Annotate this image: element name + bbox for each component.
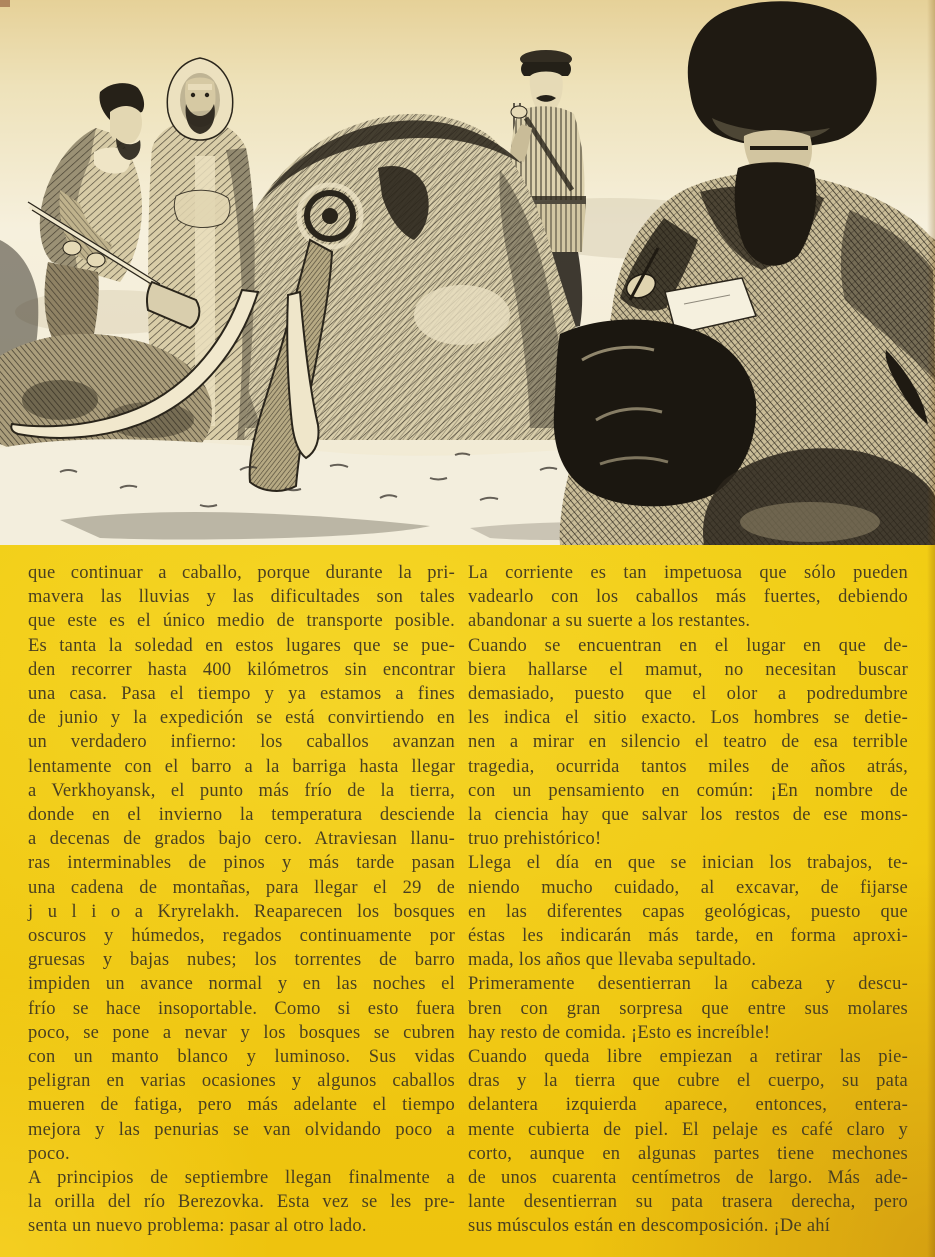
text-line: poco.: [28, 1143, 70, 1164]
text-line: frío se hace insoportable. Como si esto fuera: [28, 998, 455, 1019]
text-column-left: [28, 561, 455, 1239]
text-line: impiden un avance normal y en las noches el: [28, 974, 455, 995]
text-line: demasiado, puesto que el olor a podredumbre: [468, 684, 908, 705]
text-line: les indica el sitio exacto. Los hombres se detie-: [468, 708, 908, 729]
text-line: mejora y las penurias se van olvidando poco a: [28, 1119, 455, 1140]
text-line: éstas les indicarán más tarde, en forma aproxi-: [468, 926, 908, 947]
article-body: [0, 545, 935, 1239]
text-line: corto, aunque en algunas partes tiene mechones: [468, 1143, 908, 1164]
text-line: delantera izquierda aparece, entonces, entera-: [468, 1095, 908, 1116]
text-line: a Verkhoyansk, el punto más frío de la tierra,: [28, 780, 455, 801]
text-line: que continuar a caballo, porque durante la pri-: [28, 563, 455, 583]
text-line: biera hallarse el mamut, no necesitan buscar: [468, 659, 908, 680]
text-line: un verdadero infierno: los caballos avanzan: [28, 732, 455, 753]
text-line: peligran en varias ocasiones y algunos caballos: [28, 1071, 455, 1092]
text-line: niendo mucho cuidado, al excavar, de fijarse: [468, 877, 908, 898]
text-line: senta un nuevo problema: pasar al otro lado.: [28, 1216, 367, 1237]
text-column-right: [468, 561, 908, 1239]
text-line: de unos cuarenta centímetros de largo. Más ade-: [468, 1168, 908, 1189]
text-line: Es tanta la soledad en estos lugares que se pue-: [28, 635, 455, 656]
expedition-illustration: [0, 0, 935, 545]
text-line: bren con gran sorpresa que entre sus molares: [468, 998, 908, 1019]
text-line: mente cubierta de piel. El pelaje es café claro y: [468, 1119, 908, 1140]
text-line: a decenas de grados bajo cero. Atraviesan llanu-: [28, 829, 455, 850]
text-line: hay resto de comida. ¡Esto es increíble!: [468, 1022, 771, 1043]
text-line: con un pensamiento en común: ¡En nombre de: [468, 780, 908, 801]
text-line: de junio y la expedición se está convirtiendo en: [28, 708, 455, 729]
text-line: truo prehistórico!: [468, 829, 602, 850]
text-line: mada, los años que llevaba sepultado.: [468, 950, 757, 971]
text-line: donde en el invierno la temperatura desciende: [28, 805, 455, 826]
text-line: La corriente es tan impetuosa que sólo pueden: [468, 563, 908, 583]
text-line: den recorrer hasta 400 kilómetros sin encontrar: [28, 659, 455, 680]
text-line: j u l i o a Kryrelakh. Reaparecen los bosques: [28, 901, 455, 922]
text-line: abandonar a su suerte a los restantes.: [468, 611, 751, 632]
text-line: una cadena de montañas, para llegar el 29 de: [28, 877, 455, 898]
text-line: A principios de septiembre llegan finalmente a: [28, 1168, 455, 1189]
text-line: una casa. Pasa el tiempo y ya estamos a fines: [28, 684, 455, 705]
text-line: gruesas y bajas nubes; los torrentes de barro: [28, 950, 455, 971]
scan-artifact: [0, 0, 10, 7]
text-line: vadearlo con los caballos más fuertes, debiendo: [468, 587, 908, 608]
text-line: tragedia, ocurrida tantos miles de años atrás,: [468, 756, 908, 777]
text-line: Cuando queda libre empiezan a retirar las pie-: [468, 1047, 908, 1068]
text-line: con un manto blanco y luminoso. Sus vidas: [28, 1047, 455, 1068]
mammoth-shoulder-highlight: [414, 285, 510, 345]
text-line: la ciencia hay que salvar los restos de ese mons-: [468, 805, 908, 826]
text-line: Primeramente desentierran la cabeza y descu-: [468, 974, 908, 995]
text-line: Cuando se encuentran en el lugar en que de-: [468, 635, 908, 656]
text-line: la orilla del río Berezovka. Esta vez se les pre-: [28, 1192, 455, 1213]
text-line: lentamente con el barro a la barriga hasta llegar: [28, 756, 455, 777]
text-line: que este es el único medio de transporte posible.: [28, 611, 455, 632]
text-line: sus músculos están en descomposición. ¡De ahí: [468, 1216, 831, 1237]
text-line: Llega el día en que se inician los trabajos, te-: [468, 853, 908, 874]
text-line: mueren de fatiga, pero más adelante el tiempo: [28, 1095, 455, 1116]
text-line: dras y la tierra que cubre el cuerpo, su pata: [468, 1071, 908, 1092]
text-line: lante desentierran su pata trasera derecha, pero: [468, 1192, 908, 1213]
text-line: poco, se pone a nevar y los bosques se cubren: [28, 1022, 455, 1043]
text-line: nen a mirar en silencio el teatro de esa terrible: [468, 732, 908, 753]
text-line: en las diferentes capas geológicas, puesto que: [468, 901, 908, 922]
text-line: mavera las lluvias y las dificultades son tales: [28, 587, 455, 608]
text-line: oscuros y húmedos, regados continuamente por: [28, 926, 455, 947]
text-line: ras interminables de pinos y más tarde pasan: [28, 853, 455, 874]
